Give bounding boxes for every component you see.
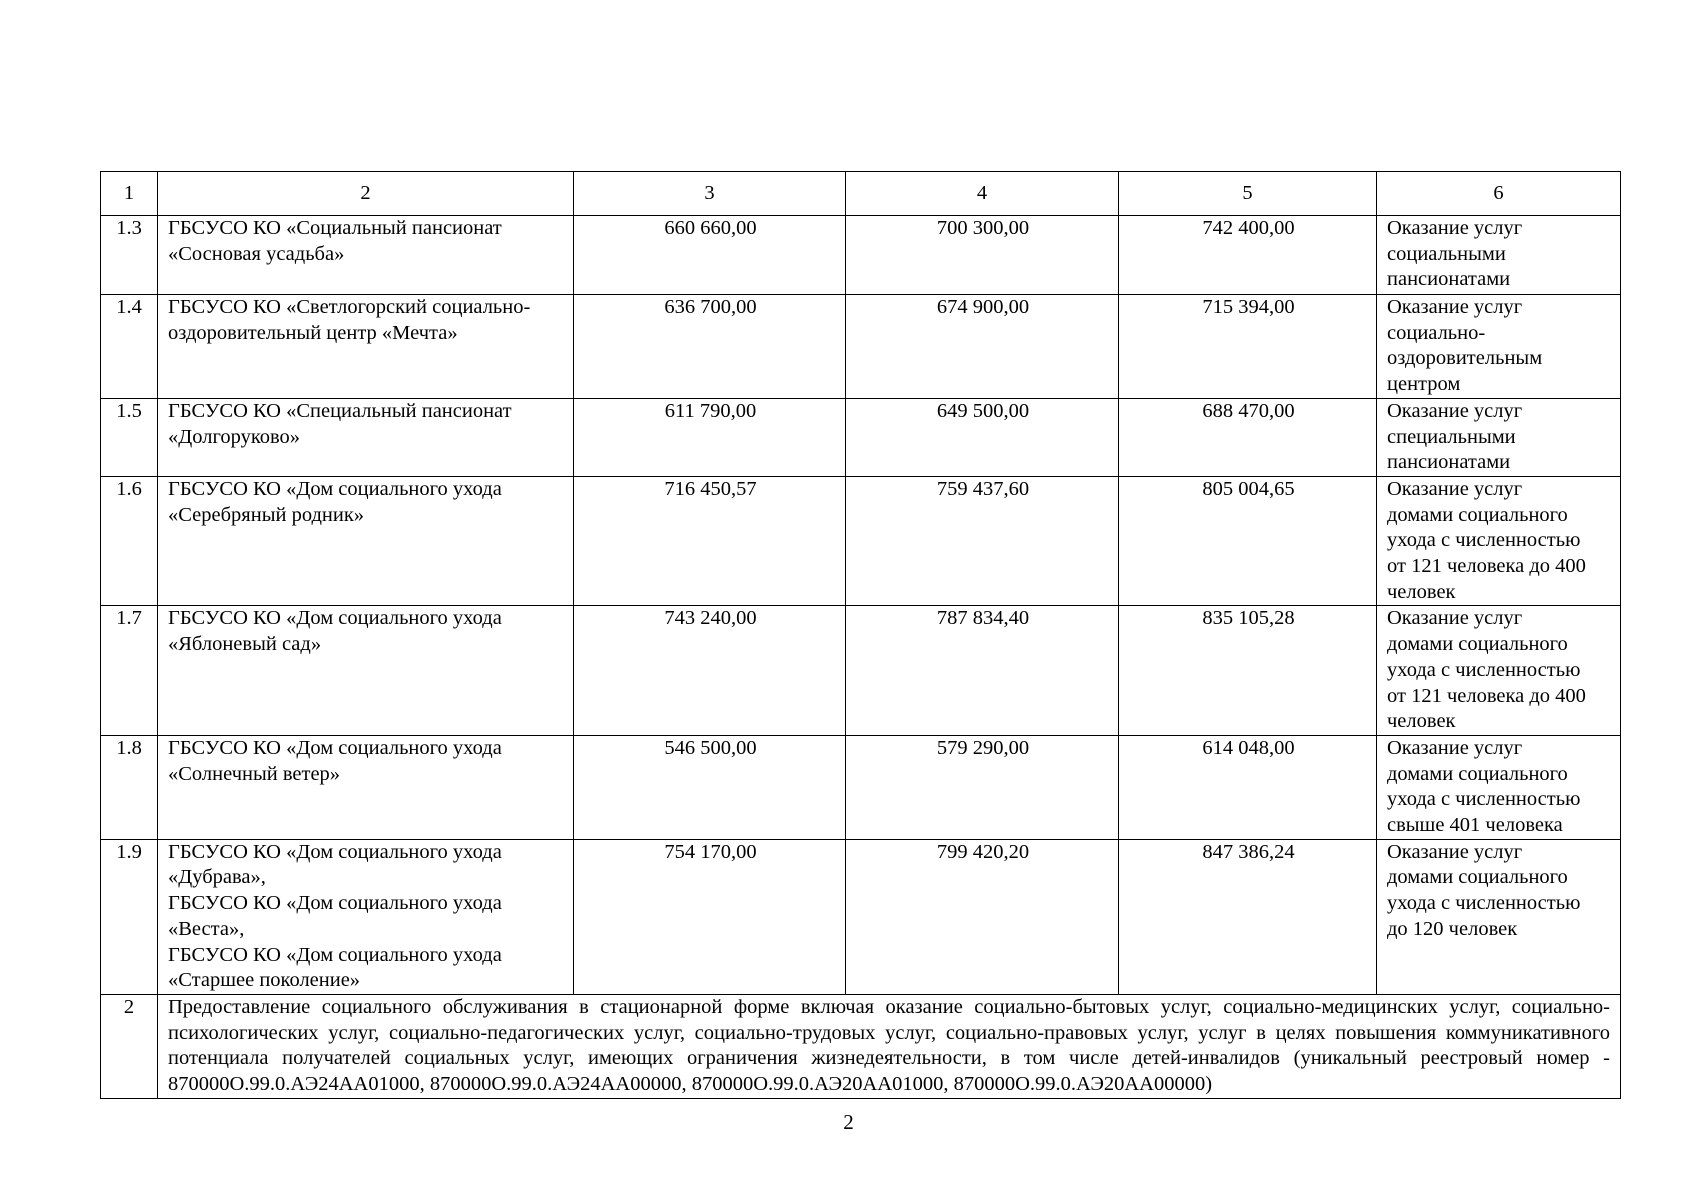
column-number: 2	[158, 172, 574, 216]
value-col-5: 742 400,00	[1119, 216, 1377, 295]
row-number: 1.4	[101, 295, 158, 399]
service-description	[1377, 216, 1621, 295]
value-col-4: 674 900,00	[846, 295, 1119, 399]
column-number: 1	[101, 172, 158, 216]
service-description-line: Оказание услуг	[1387, 399, 1523, 422]
institution-name	[158, 216, 574, 295]
institution-name-line: «Яблоневый сад»	[168, 633, 322, 656]
institution-name-line: «Веста»,	[168, 917, 245, 940]
institution-name	[158, 295, 574, 399]
table-row	[101, 216, 1621, 295]
service-description-line: оздоровительным	[1387, 347, 1543, 370]
service-description	[1377, 735, 1621, 839]
service-description-line: Оказание услуг	[1387, 217, 1523, 239]
institution-name-line: «Долгоруково»	[168, 425, 301, 448]
service-description	[1377, 476, 1621, 606]
service-description	[1377, 839, 1621, 994]
institution-name-line: ГБСУСО КО «Дом социального ухода	[168, 892, 502, 915]
service-description-line: социально-	[1387, 321, 1486, 344]
value-col-5: 715 394,00	[1119, 295, 1377, 399]
service-description-line: социальными	[1387, 242, 1506, 265]
value-col-3: 716 450,57	[574, 476, 846, 606]
service-description-line: ухода с численностью	[1387, 529, 1581, 552]
service-description-line: Оказание услуг	[1387, 477, 1523, 500]
value-col-4: 649 500,00	[846, 398, 1119, 476]
value-col-4: 700 300,00	[846, 216, 1119, 295]
column-number: 4	[846, 172, 1119, 216]
value-col-5: 847 386,24	[1119, 839, 1377, 994]
service-description-line: Оказание услуг	[1387, 840, 1523, 863]
value-col-4: 787 834,40	[846, 606, 1119, 736]
institution-name-line: «Дубрава»,	[168, 866, 266, 889]
row-number: 1.3	[101, 216, 158, 295]
service-description-line: домами социального	[1387, 503, 1568, 526]
service-description-line: человек	[1387, 710, 1456, 733]
service-description	[1377, 398, 1621, 476]
table-row	[101, 476, 1621, 606]
institution-name-line: «Солнечный ветер»	[168, 762, 341, 785]
table-row	[101, 295, 1621, 399]
institution-name	[158, 398, 574, 476]
row-number: 1.6	[101, 476, 158, 606]
service-description-line: Оказание услуг	[1387, 296, 1523, 318]
value-col-5: 614 048,00	[1119, 735, 1377, 839]
table-row	[101, 606, 1621, 736]
institution-name-line: ГБСУСО КО «Специальный пансионат	[168, 399, 512, 422]
services-cost-table	[100, 171, 1621, 1099]
column-number: 5	[1119, 172, 1377, 216]
column-number: 3	[574, 172, 846, 216]
page-number: 2	[843, 1110, 854, 1134]
value-col-5: 805 004,65	[1119, 476, 1377, 606]
row-number: 1.9	[101, 839, 158, 994]
institution-name	[158, 735, 574, 839]
value-col-3: 754 170,00	[574, 839, 846, 994]
value-col-3: 636 700,00	[574, 295, 846, 399]
table-row	[101, 839, 1621, 994]
service-description	[1377, 295, 1621, 399]
row-number: 1.8	[101, 735, 158, 839]
value-col-3: 546 500,00	[574, 735, 846, 839]
service-description-line: до 120 человек	[1387, 917, 1518, 940]
value-col-4: 799 420,20	[846, 839, 1119, 994]
institution-name	[158, 839, 574, 994]
service-description-line: от 121 человека до 400	[1387, 684, 1586, 707]
service-description-line: свыше 401 человека	[1387, 814, 1563, 837]
institution-name	[158, 476, 574, 606]
institution-name-line: «Сосновая усадьба»	[168, 242, 345, 265]
service-description-line: ухода с численностью	[1387, 892, 1581, 915]
service-description-line: ухода с численностью	[1387, 788, 1581, 811]
institution-name-line: ГБСУСО КО «Дом социального ухода	[168, 477, 502, 500]
institution-name-line: оздоровительный центр «Мечта»	[168, 321, 458, 344]
row-number: 1.5	[101, 398, 158, 476]
service-description	[1377, 606, 1621, 736]
institution-name-line: ГБСУСО КО «Дом социального ухода	[168, 736, 502, 759]
section-row	[101, 994, 1621, 1098]
column-number-row	[101, 172, 1621, 216]
service-description-line: домами социального	[1387, 866, 1568, 889]
institution-name-line: ГБСУСО КО «Дом социального ухода	[168, 607, 502, 630]
value-col-3: 743 240,00	[574, 606, 846, 736]
column-number: 6	[1377, 172, 1621, 216]
value-col-4: 759 437,60	[846, 476, 1119, 606]
service-description-line: ухода с численностью	[1387, 658, 1581, 681]
institution-name-line: «Серебряный родник»	[168, 503, 365, 526]
value-col-5: 835 105,28	[1119, 606, 1377, 736]
table-row	[101, 735, 1621, 839]
value-col-4: 579 290,00	[846, 735, 1119, 839]
section-number: 2	[101, 994, 158, 1098]
service-description-line: Оказание услуг	[1387, 736, 1523, 759]
institution-name-line: ГБСУСО КО «Дом социального ухода	[168, 840, 502, 863]
institution-name	[158, 606, 574, 736]
service-description-line: пансионатами	[1387, 268, 1511, 291]
institution-name-line: «Старшее поколение»	[168, 969, 361, 992]
service-description-line: домами социального	[1387, 762, 1568, 785]
row-number: 1.7	[101, 606, 158, 736]
service-description-line: домами социального	[1387, 633, 1568, 656]
institution-name-line: ГБСУСО КО «Социальный пансионат	[168, 217, 502, 239]
service-description-line: центром	[1387, 373, 1461, 396]
service-description-line: от 121 человека до 400	[1387, 555, 1586, 578]
service-description-line: человек	[1387, 580, 1456, 603]
value-col-3: 611 790,00	[574, 398, 846, 476]
service-description-line: пансионатами	[1387, 451, 1511, 474]
service-description-line: специальными	[1387, 425, 1516, 448]
institution-name-line: ГБСУСО КО «Светлогорский социально-	[168, 296, 531, 318]
table-row	[101, 398, 1621, 476]
value-col-3: 660 660,00	[574, 216, 846, 295]
service-description-line: Оказание услуг	[1387, 607, 1523, 630]
value-col-5: 688 470,00	[1119, 398, 1377, 476]
section-description: Предоставление социального обслуживания в стационарной форме включая оказание социально-бытовых услуг, социально-медицинских услуг, социально-психологических услуг, социально-педагогических услуг, социально-трудовых услуг, социально-правовых услуг, услуг в целях повышения коммуникативного потенциала получателей социальных услуг, имеющих ограничения жизнедеятельности, в том числе детей-инвалидов (уникальный реестровый номер - 870000О.99.0.АЭ24АА01000, 870000О.99.0.АЭ24АА00000, 870000О.99.0.АЭ20АА01000, 870000О.99.0.АЭ20АА00000)	[158, 994, 1621, 1098]
institution-name-line: ГБСУСО КО «Дом социального ухода	[168, 943, 502, 966]
